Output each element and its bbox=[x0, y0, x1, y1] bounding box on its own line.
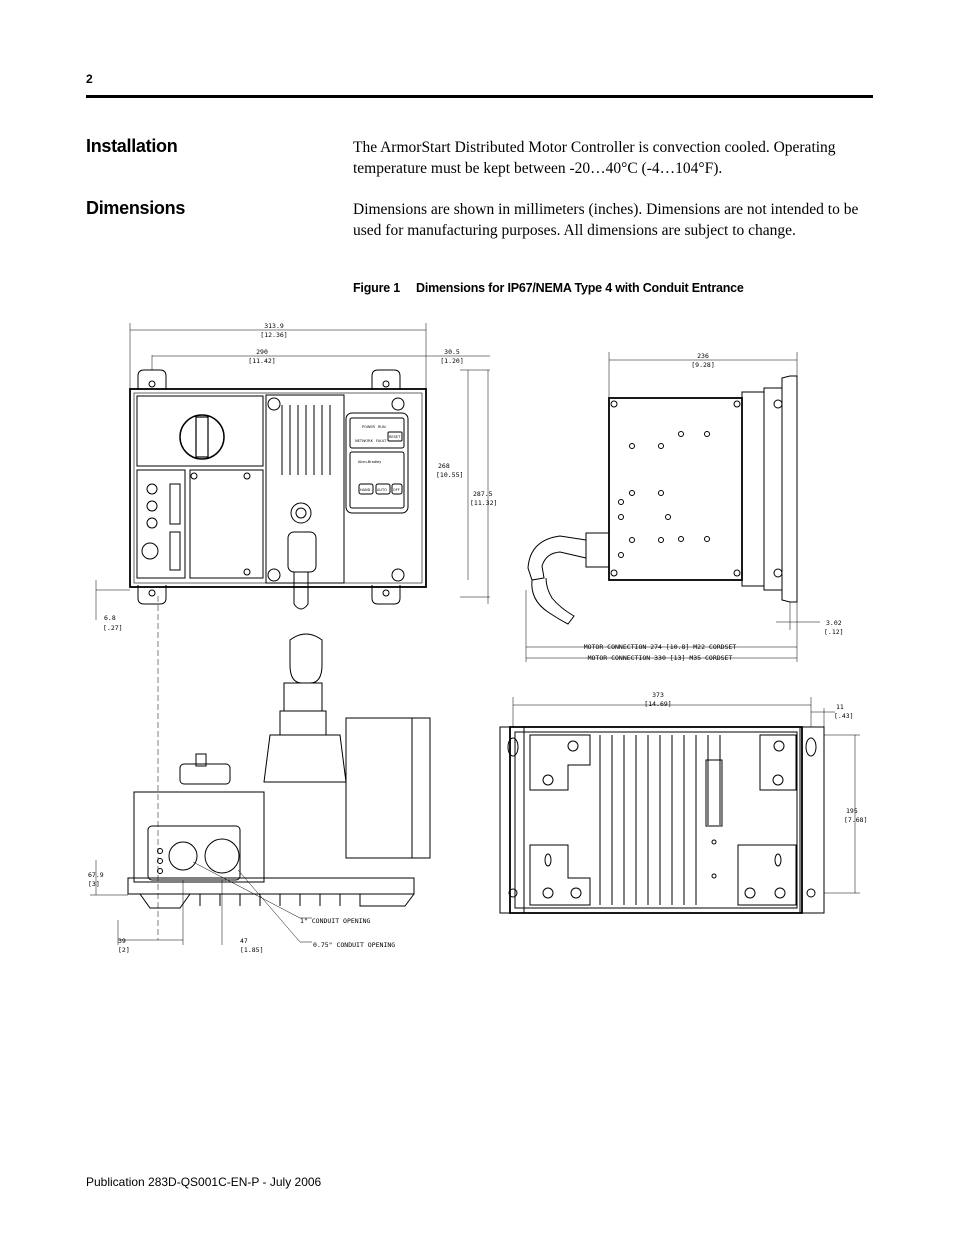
dim-bottom-height-in: [3] bbox=[88, 880, 100, 888]
dim-front-total-height: 287.5 bbox=[473, 490, 493, 498]
dim-front-foot: 6.8 bbox=[104, 614, 116, 622]
installation-heading: Installation bbox=[86, 136, 178, 156]
dim-motor-conn-2: MOTOR CONNECTION 330 [13] M35 CORDSET bbox=[587, 654, 733, 662]
dim-bottom-spacing: 47 bbox=[240, 937, 248, 945]
dim-conduit-2: 0.75" CONDUIT OPENING bbox=[313, 941, 396, 949]
dim-front-body: 290 bbox=[256, 348, 268, 356]
dim-side-flange-in: [.12] bbox=[824, 628, 844, 636]
front-view bbox=[96, 323, 490, 940]
dim-front-right: 30.5 bbox=[444, 348, 460, 356]
panel-auto-label: AUTO bbox=[377, 488, 387, 492]
panel-brand-label: Allen-Bradley bbox=[358, 460, 382, 464]
installation-text: The ArmorStart Distributed Motor Controller is convection cooled. Operating temperature must be kept between -20…40°C (-4…104°F). bbox=[353, 139, 836, 177]
dimensions-text: Dimensions are shown in millimeters (inches). Dimensions are not intended to be used for manufacturing purposes. All dimensions are subject to change. bbox=[353, 201, 859, 239]
dim-front-width-in: [12.36] bbox=[260, 331, 288, 339]
dim-side-width-in: [9.28] bbox=[691, 361, 715, 369]
dim-bottom-offset-in: [2] bbox=[118, 946, 130, 954]
figure-title: Dimensions for IP67/NEMA Type 4 with Conduit Entrance bbox=[416, 281, 744, 295]
dim-motor-conn-1: MOTOR CONNECTION 274 [10.8] M22 CORDSET bbox=[583, 643, 737, 651]
dim-rear-width-in: [14.69] bbox=[644, 700, 672, 708]
panel-power-label: POWER bbox=[362, 425, 375, 429]
panel-run-label: RUN bbox=[378, 425, 386, 429]
panel-reset-label: RESET bbox=[389, 435, 401, 439]
panel-fault-label: FAULT bbox=[376, 439, 387, 443]
dim-rear-right-in: [.43] bbox=[834, 712, 854, 720]
dim-front-height-in: [10.55] bbox=[436, 471, 464, 479]
dim-side-flange: 3.02 bbox=[826, 619, 842, 627]
dim-rear-right: 11 bbox=[836, 703, 844, 711]
dim-conduit-1: 1" CONDUIT OPENING bbox=[300, 917, 371, 925]
dimensions-heading: Dimensions bbox=[86, 198, 186, 218]
dim-bottom-height: 67.9 bbox=[88, 871, 104, 879]
panel-hand-label: HAND bbox=[360, 488, 371, 492]
bottom-view bbox=[90, 634, 430, 945]
dim-front-height: 268 bbox=[438, 462, 450, 470]
page-number: 2 bbox=[86, 72, 93, 86]
side-view bbox=[526, 352, 820, 662]
dim-side-width: 236 bbox=[697, 352, 709, 360]
dim-rear-height: 195 bbox=[846, 807, 858, 815]
panel-off-label: OFF bbox=[393, 488, 400, 492]
dim-front-width: 313.9 bbox=[264, 322, 284, 330]
dim-front-body-in: [11.42] bbox=[248, 357, 276, 365]
dim-bottom-spacing-in: [1.85] bbox=[240, 946, 264, 954]
publication-footer: Publication 283D-QS001C-EN-P - July 2006 bbox=[86, 1175, 322, 1189]
rear-view bbox=[500, 697, 860, 913]
dim-front-right-in: [1.20] bbox=[440, 357, 464, 365]
panel-network-label: NETWORK bbox=[355, 439, 373, 443]
figure-label: Figure 1 bbox=[353, 281, 401, 295]
dim-rear-height-in: [7.68] bbox=[844, 816, 868, 824]
dim-rear-width: 373 bbox=[652, 691, 664, 699]
dim-front-total-height-in: [11.32] bbox=[470, 499, 498, 507]
dim-bottom-offset: 39 bbox=[118, 937, 126, 945]
dim-front-foot-in: [.27] bbox=[103, 624, 123, 632]
